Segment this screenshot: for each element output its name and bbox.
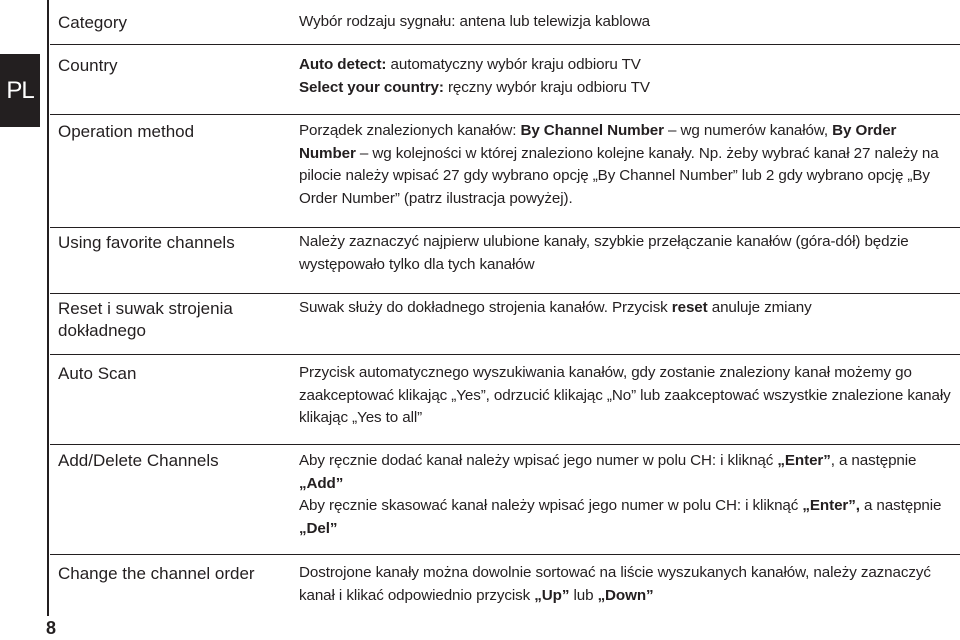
text-span: Aby ręcznie skasować kanał należy wpisać jego numer w polu CH: i kliknąć <box>299 497 803 514</box>
text-span: Dostrojone kanały można dowolnie sortować na liście wyszukanych kanałów, należy zaznaczyć kanał i klikać odpowiednio przycisk <box>299 564 931 604</box>
text-span: Suwak służy do dokładnego strojenia kanałów. Przycisk <box>299 299 672 316</box>
vertical-rule <box>47 0 49 616</box>
text-span: , a następnie <box>830 452 917 469</box>
text-span: – wg numerów kanałów, <box>663 122 833 139</box>
row-auto-scan <box>50 354 960 445</box>
bold-term: Select your country: <box>299 78 444 96</box>
text-span: a następnie <box>859 497 942 514</box>
bold-term: „Add” <box>299 474 344 492</box>
row-add-delete-channels <box>50 444 960 555</box>
bold-term: „Down” <box>597 586 654 604</box>
text-span: ręczny wybór kraju odbioru TV <box>443 78 650 96</box>
text-span: automatyczny wybór kraju odbioru TV <box>386 56 641 73</box>
text-span: – wg kolejności w której znaleziono kolejne kanały. Np. żeby wybrać kanał 27 należy na pilocie należy wpisać 27 gdy wybrano opcję „By Channel Number” lub 2 gdy wybrano opcję „By Order Number” (patrz ilustracja powyżej). <box>299 144 939 207</box>
row-label: Add/Delete Channels <box>58 451 219 470</box>
bold-term: By Channel Number <box>520 122 664 139</box>
row-label: Operation method <box>58 122 195 141</box>
bold-term: Auto detect: <box>299 56 387 73</box>
row-description: Przycisk automatycznego wyszukiwania kanałów, gdy zostanie znaleziony kanał możemy go zaakceptować klikając „Yes”, odrzucić klikając „No” lub zaakceptować wszystkie znalezione kanały klikając „Yes to all” <box>299 364 951 426</box>
row-operation-method <box>50 114 960 228</box>
row-description <box>299 54 955 99</box>
row-description <box>299 297 955 320</box>
row-label: Using favorite channels <box>58 233 235 252</box>
bold-term: reset <box>671 299 708 316</box>
row-label: Reset i suwak strojenia dokładnego <box>58 299 233 340</box>
row-label: Country <box>58 56 118 75</box>
row-description <box>299 450 955 540</box>
row-country <box>50 44 960 115</box>
row-favorite-channels <box>50 227 960 294</box>
text-span: Porządek znalezionych kanałów: <box>299 122 521 139</box>
language-tab: PL <box>0 54 40 127</box>
text-span: lub <box>569 586 598 604</box>
row-reset-fine-tuning <box>50 293 960 355</box>
bold-term: By Order Number <box>299 122 897 162</box>
row-description <box>299 562 955 607</box>
row-description: Należy zaznaczyć najpierw ulubione kanały, szybkie przełączanie kanałów (góra-dół) będzie występowało tylko dla tych kanałów <box>299 233 909 273</box>
row-label: Change the channel order <box>58 564 255 583</box>
text-span: Aby ręcznie dodać kanał należy wpisać jego numer w polu CH: i kliknąć <box>299 452 778 469</box>
row-description: Wybór rodzaju sygnału: antena lub telewizja kablowa <box>299 13 651 30</box>
row-label: Category <box>58 13 127 32</box>
row-label: Auto Scan <box>58 364 137 383</box>
text-span: anuluje zmiany <box>707 299 812 316</box>
row-description <box>299 120 955 210</box>
bold-term: „Del” <box>299 519 338 537</box>
row-category <box>50 0 960 45</box>
page-number: 8 <box>46 618 57 638</box>
bold-term: „Enter” <box>777 452 831 469</box>
bold-term: „Up” <box>534 586 570 604</box>
bold-term: „Enter”, <box>802 497 860 514</box>
row-change-channel-order <box>50 554 960 616</box>
